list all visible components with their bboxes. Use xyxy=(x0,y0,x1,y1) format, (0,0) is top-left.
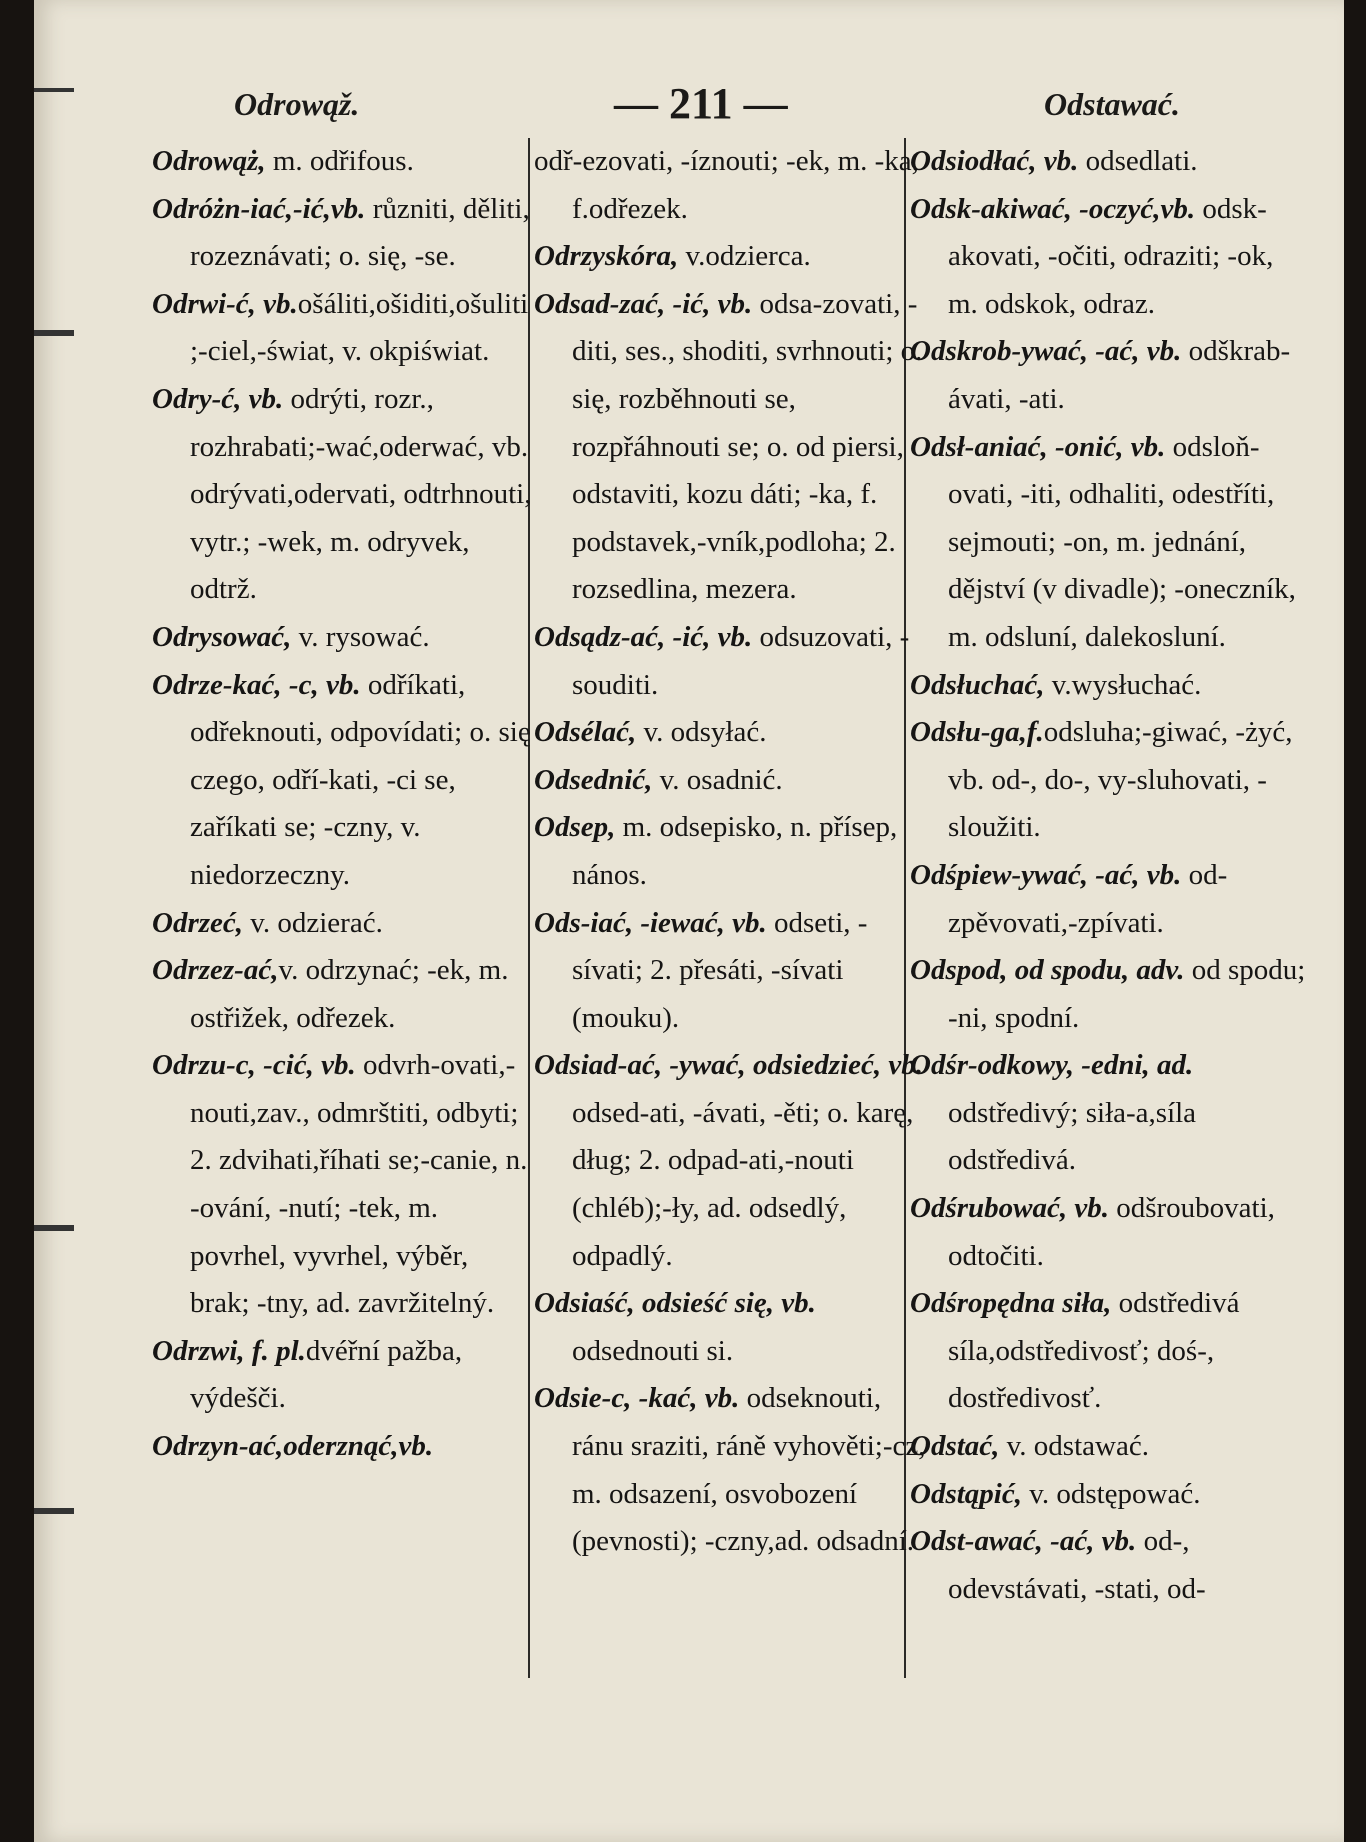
entry-definition: od spodu; -ni, spodní. xyxy=(948,954,1306,1034)
dictionary-entry xyxy=(152,281,532,376)
entry-definition: v.odzierca. xyxy=(678,240,811,273)
entry-headword: Odsiaść, odsieść się, vb. xyxy=(534,1287,816,1320)
entry-definition: odsa-zovati, -diti, ses., shoditi, svrhnouti; o. się, rozběhnouti se, rozpřáhnouti se; o. od piersi, odstaviti, kozu dáti; -ka, f. podstavek,-vník,podloha; 2. rozsedlina, mezera. xyxy=(572,287,923,606)
dictionary-entry xyxy=(152,376,532,614)
dictionary-entry xyxy=(152,1423,532,1471)
dictionary-entry xyxy=(534,281,929,614)
entry-definition: odseti, -sívati; 2. přesáti, -sívati (mouku). xyxy=(572,906,868,1034)
entry-definition: m. odřifous. xyxy=(265,145,414,177)
dictionary-entry xyxy=(534,804,929,899)
entry-headword: Odśpiew-ywać, -ać, vb. xyxy=(910,858,1182,891)
dictionary-entry xyxy=(534,233,929,281)
dictionary-entry xyxy=(534,709,929,757)
entry-definition: odsloň-ovati, -iti, odhaliti, odestříti, sejmouti; -on, m. jednání, dějství (v divadle); -oneczník, m. odsluní, dalekosluní. xyxy=(948,430,1296,653)
entry-headword: Odróżn-iać,-ić,vb. xyxy=(152,192,366,225)
entry-definition: odř-ezovati, -íznouti; -ek, m. -ka, f.odřezek. xyxy=(534,145,919,225)
entry-definition: odseknouti, ránu sraziti, ráně vyhověti;-cz, m. odsazení, osvobození (pevnosti); -czny,ad. odsadní. xyxy=(572,1382,926,1558)
dictionary-entry xyxy=(910,662,1310,710)
entry-headword: Odsednić, xyxy=(534,763,653,796)
entry-definition: v. osadnić. xyxy=(652,763,783,796)
dictionary-entry xyxy=(152,662,532,900)
entry-headword: Odrysować, xyxy=(152,620,292,653)
column-1 xyxy=(152,138,532,1471)
entry-headword: Odrzwi, f. pl. xyxy=(152,1334,306,1367)
column-2 xyxy=(534,138,929,1566)
dictionary-entry xyxy=(910,424,1310,662)
entry-definition: odsk-akovati, -očiti, odraziti; -ok, m. odskok, odraz. xyxy=(948,192,1274,320)
dictionary-entry xyxy=(910,1471,1310,1519)
dictionary-entry xyxy=(152,614,532,662)
entry-definition: odrýti, rozr., rozhrabati;-wać,oderwać, vb. odrývati,odervati, odtrhnouti, vytr.; -wek, m. odryvek, odtrž. xyxy=(190,382,532,606)
entry-definition: od-, odevstávati, -stati, od- xyxy=(948,1525,1206,1605)
entry-definition: od-zpěvovati,-zpívati. xyxy=(948,858,1228,939)
entry-definition: v.wysłuchać. xyxy=(1044,668,1202,701)
entry-headword: Odskrob-ywać, -ać, vb. xyxy=(910,335,1182,368)
entry-headword: Odst-awać, -ać, vb. xyxy=(910,1525,1137,1558)
entry-headword: Odsądz-ać, -ić, vb. xyxy=(534,620,753,653)
dictionary-entry xyxy=(534,1042,929,1280)
entry-headword: Odsk-akiwać, -oczyć,vb. xyxy=(910,192,1196,225)
margin-mark-2 xyxy=(34,330,74,336)
dictionary-entry xyxy=(534,614,929,709)
entry-definition: odvrh-ovati,-nouti,zav., odmrštiti, odbyti; 2. zdvihati,říhati se;-canie, n. -ování, -nutí; -tek, m. povrhel, vyvrhel, výběr, brak; -tny, ad. zavržitelný. xyxy=(190,1049,528,1320)
entry-definition: různiti, děliti, rozeznávati; o. się, -se. xyxy=(190,192,530,273)
entry-headword: Odrzyn-ać,oderznąć,vb. xyxy=(152,1430,434,1463)
entry-headword: Odrzyskóra, xyxy=(534,240,679,273)
dictionary-entry xyxy=(910,1280,1310,1423)
entry-definition: dvéřní pažba, výdešči. xyxy=(190,1334,463,1415)
dictionary-entry xyxy=(152,900,532,948)
dictionary-entry xyxy=(910,1423,1310,1471)
entry-headword: Odsie-c, -kać, vb. xyxy=(534,1382,740,1415)
entry-headword: Odśrubować, vb. xyxy=(910,1192,1109,1225)
page-number: — 211 — xyxy=(614,79,788,128)
entry-headword: Odsiad-ać, -ywać, odsiedzieć, vb. xyxy=(534,1049,923,1082)
entry-headword: Odsep, xyxy=(534,811,616,844)
entry-definition: ošáliti,ošiditi,ošuliti ;-ciel,-świat, v. okpiświat. xyxy=(190,287,529,368)
running-head-right: Odstawać. xyxy=(1044,86,1180,122)
dictionary-entry xyxy=(534,138,929,233)
entry-headword: Odspod, od spodu, adv. xyxy=(910,954,1185,987)
entry-definition: v. odstawać. xyxy=(999,1430,1149,1463)
entry-definition: odsluha;-giwać, -żyć, vb. od-, do-, vy-sluhovati, -sloužiti. xyxy=(948,716,1293,844)
entry-definition: v. odrzynać; -ek, m. ostřižek, odřezek. xyxy=(190,954,509,1034)
dictionary-entry xyxy=(152,138,532,186)
entry-headword: Odsad-zać, -ić, vb. xyxy=(534,287,753,320)
entry-headword: Odsłu-ga,f. xyxy=(910,716,1044,749)
dictionary-entry xyxy=(910,1185,1310,1280)
entry-headword: Odstąpić, xyxy=(910,1477,1022,1510)
dictionary-entry xyxy=(534,1375,929,1565)
margin-mark-3 xyxy=(34,1225,74,1231)
entry-definition: v. odzierać. xyxy=(243,906,383,939)
entry-definition: odškrab-ávati, -ati. xyxy=(948,335,1291,415)
entry-definition: odstředivý; siła-a,síla odstředivá. xyxy=(948,1096,1197,1177)
dictionary-entry xyxy=(910,852,1310,947)
entry-definition: odšroubovati, odtočiti. xyxy=(948,1192,1275,1272)
entry-headword: Odry-ć, vb. xyxy=(152,382,284,415)
dictionary-entry xyxy=(152,186,532,281)
entry-headword: Odsiodłać, vb. xyxy=(910,145,1079,177)
entry-headword: Odrze-kać, -c, vb. xyxy=(152,668,361,701)
margin-mark-4 xyxy=(34,1508,74,1514)
dictionary-entry xyxy=(910,1042,1310,1185)
dictionary-entry xyxy=(534,1280,929,1375)
entry-definition: v. odstępować. xyxy=(1021,1477,1201,1510)
entry-headword: Odrowąż, xyxy=(152,145,266,177)
entry-definition: odsed-ati, -ávati, -ěti; o. karę, dług; 2. odpad-ati,-nouti (chléb);-ły, ad. odsedlý, odpadlý. xyxy=(572,1096,914,1272)
dictionary-entry xyxy=(534,900,929,1043)
entry-headword: Odśr-odkowy, -edni, ad. xyxy=(910,1049,1194,1082)
entry-definition: odříkati, odřeknouti, odpovídati; o. się czego, odří-kati, -ci se, zaříkati se; -czny, v. niedorzeczny. xyxy=(190,668,531,891)
column-3 xyxy=(910,138,1310,1613)
entry-headword: Odsélać, xyxy=(534,716,637,749)
dictionary-entry xyxy=(910,328,1310,423)
dictionary-entry xyxy=(910,138,1310,186)
dictionary-entry xyxy=(152,947,532,1042)
entry-headword: Odrzez-ać, xyxy=(152,954,279,987)
entry-headword: Odsł-aniać, -onić, vb. xyxy=(910,430,1166,463)
dictionary-page xyxy=(34,0,1344,1842)
dictionary-entry xyxy=(534,757,929,805)
dictionary-entry xyxy=(152,1042,532,1328)
entry-headword: Odśropędna siła, xyxy=(910,1287,1112,1320)
entry-headword: Odrzu-c, -cić, vb. xyxy=(152,1049,356,1082)
entry-definition: v. rysować. xyxy=(291,620,430,653)
entry-headword: Odstać, xyxy=(910,1430,1000,1463)
entry-definition: odsuzovati, -souditi. xyxy=(572,620,910,701)
entry-definition: odstředivá síla,odstředivosť; doś-, dostředivosť. xyxy=(948,1287,1240,1415)
entry-definition: m. odsepisko, n. přísep, nános. xyxy=(572,811,898,891)
dictionary-entry xyxy=(910,186,1310,329)
dictionary-entry xyxy=(910,947,1310,1042)
entry-definition: v. odsyłać. xyxy=(636,716,767,749)
dictionary-entry xyxy=(910,709,1310,852)
dictionary-entry xyxy=(152,1328,532,1423)
dictionary-entry xyxy=(910,1518,1310,1613)
entry-headword: Odsłuchać, xyxy=(910,668,1045,701)
entry-definition: odsednouti si. xyxy=(572,1334,734,1367)
entry-headword: Ods-iać, -iewać, vb. xyxy=(534,906,767,939)
entry-headword: Odrwi-ć, vb. xyxy=(152,287,298,320)
entry-definition: odsedlati. xyxy=(1078,145,1198,177)
running-head-left: Odrowąž. xyxy=(234,86,360,122)
entry-headword: Odrzeć, xyxy=(152,906,244,939)
